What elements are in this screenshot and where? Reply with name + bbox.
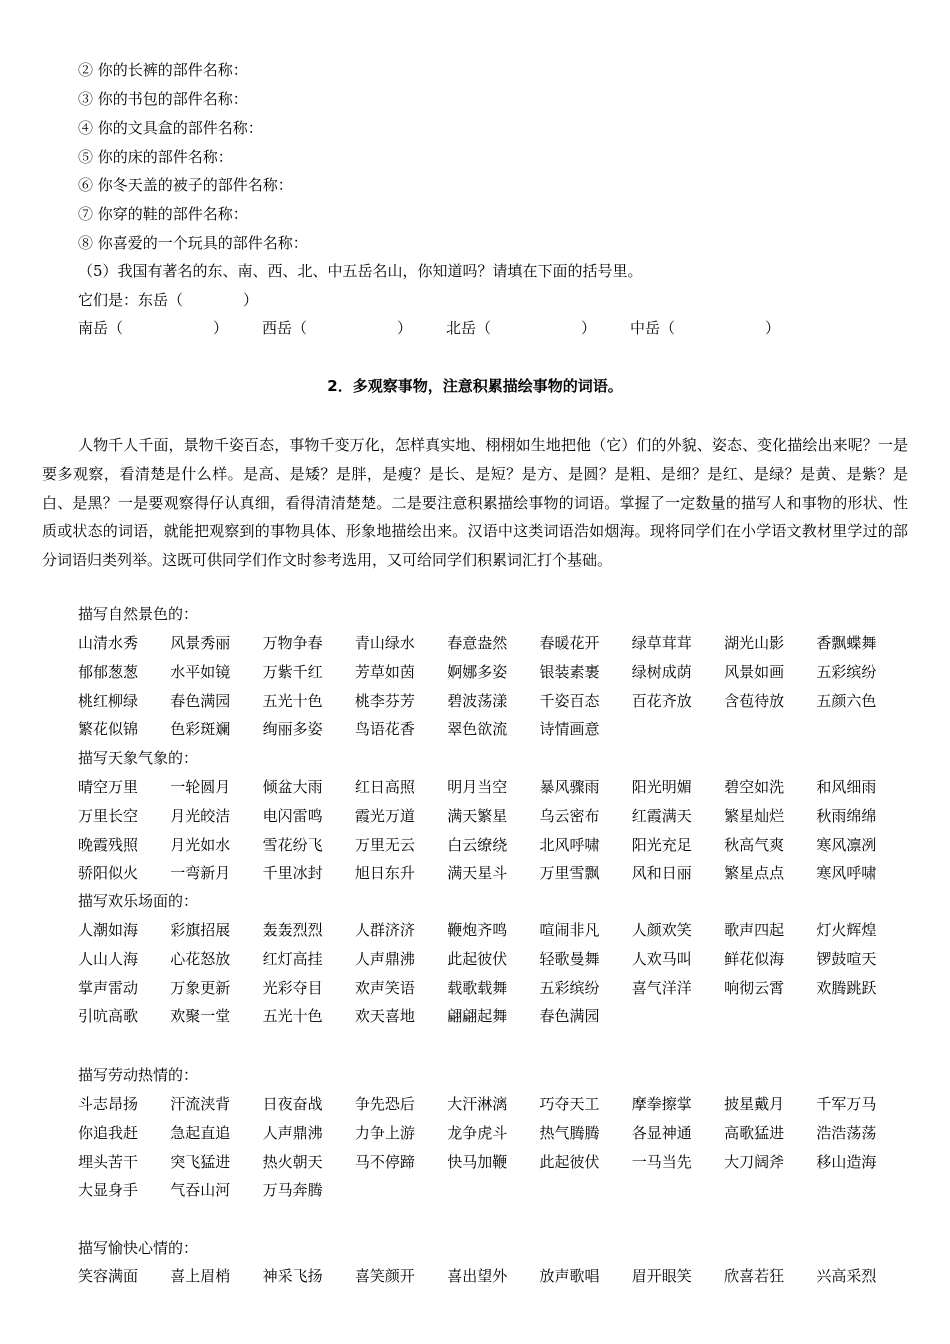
word-grid	[78, 920, 928, 1035]
word-item: 芳草如茵	[354, 662, 415, 681]
word-item: 掌声雷动	[78, 978, 139, 997]
word-row	[78, 835, 928, 864]
word-row	[78, 806, 928, 835]
intro-text: 人物千人千面，景物千姿百态，事物千变万化，怎样真实地、栩栩如生地把他（它）们的外貌、姿态、变化描绘出来呢？一是要多观察，看清楚是什么样。是高、是矮？是胖，是瘦？是长、是短？是方、是圆？是粗、是细？是红、是绿？是黄、是紫？是白、是黑？一是要观察得仔认真细，看得清清楚楚。二是要注意积累描绘事物的词语。掌握了一定数量的描写人和事物的形状、性质或状态的词语，就能把观察到的事物具体、形象地描绘出来。汉语中这类词语浩如烟海。现将同学们在小学语文教材里学过的部分词语归类列举。这既可供同学们作文时参考选用，又可给同学们积累词汇打个基础。	[42, 436, 908, 570]
word-row	[78, 777, 928, 806]
word-item: 风和日丽	[631, 864, 692, 883]
word-item: 旭日东升	[354, 864, 415, 883]
word-item: 各显神通	[631, 1123, 692, 1142]
word-item: 红灯高挂	[262, 949, 323, 968]
word-item: 五光十色	[262, 691, 323, 710]
question-item: ⑧ 你喜爱的一个玩具的部件名称：	[78, 234, 308, 252]
word-item: 埋头苦干	[78, 1152, 139, 1171]
word-row	[78, 949, 928, 978]
word-item: 五彩缤纷	[816, 662, 877, 681]
word-item: 大汗淋漓	[447, 1095, 508, 1113]
word-item: 银装素裹	[539, 662, 600, 681]
word-item: 青山绿水	[354, 634, 415, 652]
word-item: 放声歌唱	[539, 1267, 600, 1285]
category-heading: 描写自然景色的：	[78, 605, 199, 623]
word-item: 一轮圆月	[170, 778, 231, 796]
word-row	[78, 662, 928, 691]
word-item: 千军万马	[816, 1095, 877, 1113]
word-item: 风景如画	[724, 662, 785, 681]
blank-west: 西岳（ ）	[262, 319, 413, 337]
word-item: 喜气洋洋	[631, 978, 692, 997]
word-item: 万马奔腾	[262, 1181, 323, 1200]
word-item: 人群济济	[354, 921, 415, 939]
word-item: 碧空如洗	[724, 778, 785, 796]
question-item: ⑦ 你穿的鞋的部件名称：	[78, 205, 248, 223]
section-title: 2．多观察事物，注意积累描绘事物的词语。	[327, 377, 623, 395]
word-item: 喜上眉梢	[170, 1267, 231, 1285]
word-item: 欢声笑语	[354, 978, 415, 997]
word-item: 香飘蝶舞	[816, 634, 877, 652]
word-item: 引吭高歌	[78, 1007, 139, 1026]
word-item: 鞭炮齐鸣	[447, 921, 508, 939]
word-item: 气吞山河	[170, 1181, 231, 1200]
word-item: 锣鼓喧天	[816, 949, 877, 968]
word-item: 五光十色	[262, 1007, 323, 1026]
word-item: 五颜六色	[816, 691, 877, 710]
word-item: 心花怒放	[170, 949, 231, 968]
word-item: 北风呼啸	[539, 835, 600, 854]
word-item: 翠色欲流	[447, 720, 508, 739]
word-item: 百花齐放	[631, 691, 692, 710]
word-item: 日夜奋战	[262, 1095, 323, 1113]
word-item: 绚丽多姿	[262, 720, 323, 739]
question-item: ③ 你的书包的部件名称：	[78, 90, 248, 108]
word-item: 倾盆大雨	[262, 778, 323, 796]
question-item: ⑤ 你的床的部件名称：	[78, 148, 233, 166]
category-heading: 描写愉快心情的：	[78, 1239, 199, 1257]
word-item: 月光如水	[170, 835, 231, 854]
word-item: 欢腾跳跃	[816, 978, 877, 997]
word-item: 披星戴月	[724, 1095, 785, 1113]
word-item: 繁星点点	[724, 864, 785, 883]
word-item: 湖光山影	[724, 634, 785, 652]
word-item: 阳光明媚	[631, 778, 692, 796]
category-heading: 描写天象气象的：	[78, 749, 199, 767]
question-item: ② 你的长裤的部件名称：	[78, 61, 248, 79]
word-item: 歌声四起	[724, 921, 785, 939]
question-five-line-one: 它们是：东岳（ ）	[78, 291, 259, 309]
word-item: 喜笑颜开	[354, 1267, 415, 1285]
word-item: 诗情画意	[539, 720, 600, 739]
word-item: 春色满园	[170, 691, 231, 710]
word-item: 轰轰烈烈	[262, 921, 323, 939]
word-row	[78, 691, 928, 720]
blank-south: 南岳（ ）	[78, 319, 229, 337]
word-row	[78, 863, 928, 892]
word-item: 阳光充足	[631, 835, 692, 854]
word-item: 人声鼎沸	[354, 949, 415, 968]
word-item: 乌云密布	[539, 806, 600, 825]
question-item: ⑥ 你冬天盖的被子的部件名称：	[78, 176, 293, 194]
word-item: 雪花纷飞	[262, 835, 323, 854]
word-item: 欣喜若狂	[724, 1267, 785, 1285]
word-item: 鸟语花香	[354, 720, 415, 739]
word-item: 摩拳擦掌	[631, 1095, 692, 1113]
word-item: 浩浩荡荡	[816, 1123, 877, 1142]
word-item: 喜出望外	[447, 1267, 508, 1285]
word-item: 笑容满面	[78, 1267, 139, 1285]
word-item: 一弯新月	[170, 864, 231, 883]
word-grid	[78, 1266, 928, 1295]
word-item: 晚霞残照	[78, 835, 139, 854]
word-item: 此起彼伏	[447, 949, 508, 968]
word-item: 此起彼伏	[539, 1152, 600, 1171]
word-item: 万里长空	[78, 806, 139, 825]
intro-paragraph	[42, 431, 908, 575]
word-item: 翩翩起舞	[447, 1007, 508, 1026]
word-item: 婀娜多姿	[447, 662, 508, 681]
question-five: （5）我国有著名的东、南、西、北、中五岳名山，你知道吗？请填在下面的括号里。	[78, 262, 643, 280]
word-item: 繁花似锦	[78, 720, 139, 739]
word-item: 喧闹非凡	[539, 921, 600, 939]
word-item: 秋高气爽	[724, 835, 785, 854]
word-item: 汗流浃背	[170, 1095, 231, 1113]
word-item: 寒风呼啸	[816, 864, 877, 883]
word-item: 千姿百态	[539, 691, 600, 710]
word-item: 含苞待放	[724, 691, 785, 710]
word-item: 万物争春	[262, 634, 323, 652]
word-row	[78, 1006, 928, 1035]
word-item: 万象更新	[170, 978, 231, 997]
word-row	[78, 1094, 928, 1123]
word-item: 彩旗招展	[170, 921, 231, 939]
word-item: 眉开眼笑	[631, 1267, 692, 1285]
word-item: 欢天喜地	[354, 1007, 415, 1026]
word-item: 响彻云霄	[724, 978, 785, 997]
word-item: 热火朝天	[262, 1152, 323, 1171]
word-item: 绿树成荫	[631, 662, 692, 681]
word-item: 移山造海	[816, 1152, 877, 1171]
word-item: 桃红柳绿	[78, 691, 139, 710]
word-item: 斗志昂扬	[78, 1095, 139, 1113]
word-item: 万里雪飘	[539, 864, 600, 883]
question-item: ④ 你的文具盒的部件名称：	[78, 119, 263, 137]
word-item: 龙争虎斗	[447, 1123, 508, 1142]
word-item: 突飞猛进	[170, 1152, 231, 1171]
word-item: 秋雨绵绵	[816, 806, 877, 825]
word-item: 色彩斑斓	[170, 720, 231, 739]
word-item: 灯火辉煌	[816, 921, 877, 939]
word-item: 满天星斗	[447, 864, 508, 883]
word-item: 马不停蹄	[354, 1152, 415, 1171]
word-grid	[78, 1094, 928, 1209]
word-item: 万里无云	[354, 835, 415, 854]
word-item: 白云缭绕	[447, 835, 508, 854]
word-item: 暴风骤雨	[539, 778, 600, 796]
word-row	[78, 719, 928, 748]
word-item: 和风细雨	[816, 778, 877, 796]
word-item: 争先恐后	[354, 1095, 415, 1113]
word-item: 力争上游	[354, 1123, 415, 1142]
blank-middle: 中岳（ ）	[630, 319, 781, 337]
word-item: 人潮如海	[78, 921, 139, 939]
word-item: 满天繁星	[447, 806, 508, 825]
word-item: 风景秀丽	[170, 634, 231, 652]
blank-north: 北岳（ ）	[446, 319, 597, 337]
word-row	[78, 920, 928, 949]
word-item: 碧波荡漾	[447, 691, 508, 710]
word-row	[78, 978, 928, 1007]
word-item: 红霞满天	[631, 806, 692, 825]
word-item: 春意盎然	[447, 634, 508, 652]
word-item: 红日高照	[354, 778, 415, 796]
word-item: 欢聚一堂	[170, 1007, 231, 1026]
word-item: 热气腾腾	[539, 1123, 600, 1142]
word-item: 春暖花开	[539, 634, 600, 652]
word-item: 轻歌曼舞	[539, 949, 600, 968]
word-item: 明月当空	[447, 778, 508, 796]
word-item: 光彩夺目	[262, 978, 323, 997]
word-item: 人欢马叫	[631, 949, 692, 968]
word-item: 水平如镜	[170, 662, 231, 681]
word-row	[78, 1152, 928, 1181]
word-item: 月光皎洁	[170, 806, 231, 825]
word-item: 载歌载舞	[447, 978, 508, 997]
word-item: 鲜花似海	[724, 949, 785, 968]
word-item: 电闪雷鸣	[262, 806, 323, 825]
category-heading: 描写欢乐场面的：	[78, 892, 199, 910]
word-row	[78, 1180, 928, 1209]
word-item: 兴高采烈	[816, 1267, 877, 1285]
word-item: 春色满园	[539, 1007, 600, 1026]
word-item: 霞光万道	[354, 806, 415, 825]
word-row	[78, 1123, 928, 1152]
word-item: 五彩缤纷	[539, 978, 600, 997]
word-item: 寒风凛冽	[816, 835, 877, 854]
word-item: 你追我赶	[78, 1123, 139, 1142]
word-item: 人山人海	[78, 949, 139, 968]
word-item: 急起直追	[170, 1123, 231, 1142]
word-item: 山清水秀	[78, 634, 139, 652]
word-item: 桃李芬芳	[354, 691, 415, 710]
word-item: 神采飞扬	[262, 1267, 323, 1285]
word-grid	[78, 633, 928, 748]
word-item: 骄阳似火	[78, 864, 139, 883]
word-item: 万紫千红	[262, 662, 323, 681]
word-item: 郁郁葱葱	[78, 662, 139, 681]
word-item: 高歌猛进	[724, 1123, 785, 1142]
word-item: 一马当先	[631, 1152, 692, 1171]
word-row	[78, 633, 928, 662]
word-item: 晴空万里	[78, 778, 139, 796]
word-item: 巧夺天工	[539, 1095, 600, 1113]
word-item: 绿草茸茸	[631, 634, 692, 652]
word-item: 人颜欢笑	[631, 921, 692, 939]
category-heading: 描写劳动热情的：	[78, 1066, 199, 1084]
word-item: 大刀阔斧	[724, 1152, 785, 1171]
word-grid	[78, 777, 928, 892]
word-row	[78, 1266, 928, 1295]
word-item: 千里冰封	[262, 864, 323, 883]
word-item: 人声鼎沸	[262, 1123, 323, 1142]
word-item: 大显身手	[78, 1181, 139, 1200]
word-item: 快马加鞭	[447, 1152, 508, 1171]
word-item: 繁星灿烂	[724, 806, 785, 825]
